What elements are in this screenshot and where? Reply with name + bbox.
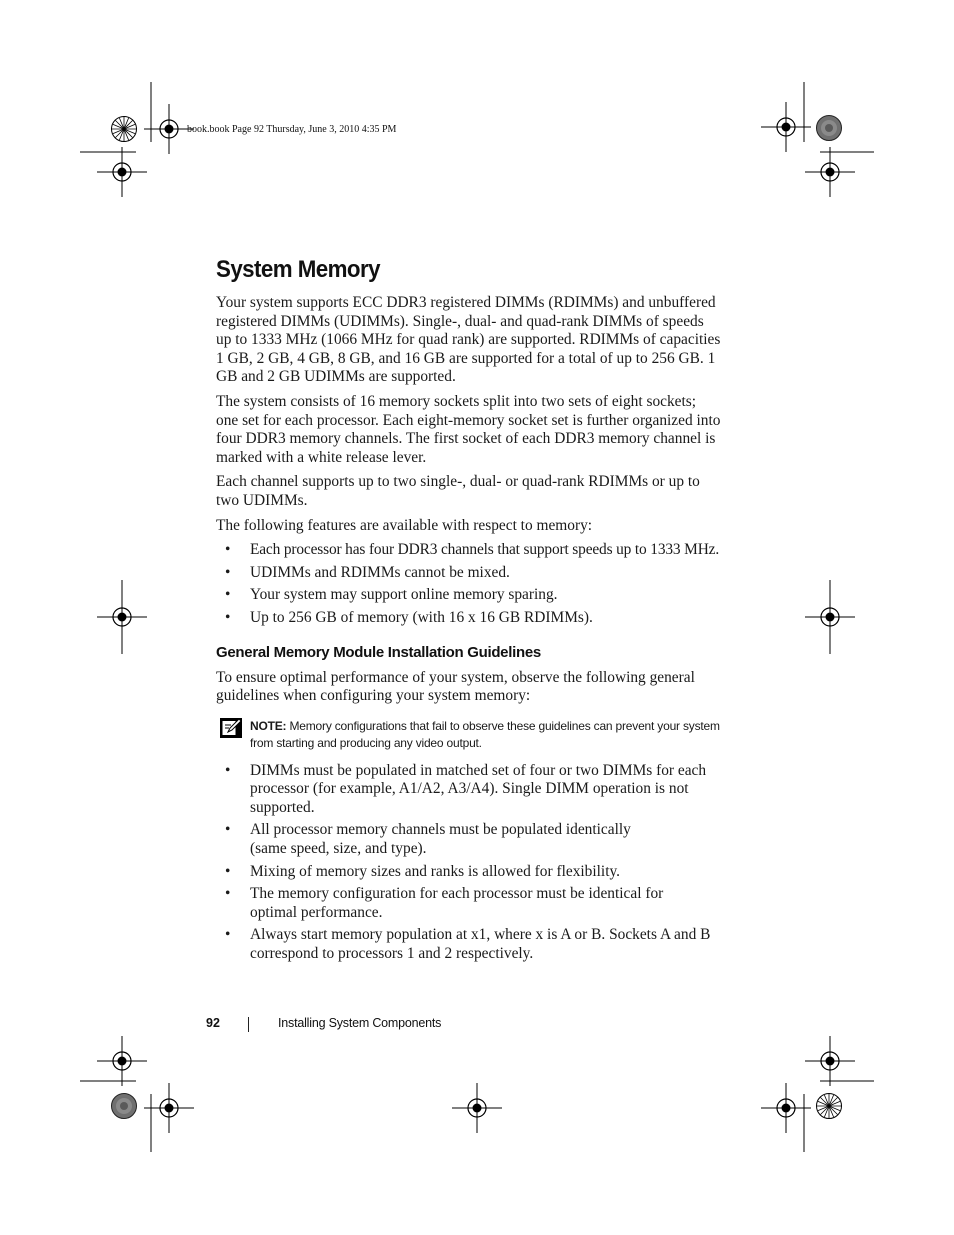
page-content <box>216 256 722 970</box>
list-item: • Mixing of memory sizes and ranks is allowed for flexibility. <box>216 863 722 882</box>
page-title: System Memory <box>216 256 380 283</box>
list-item: • Your system may support online memory sparing. <box>216 586 722 605</box>
intro-paragraph: Your system supports ECC DDR3 registered DIMMs (RDIMMs) and unbuffered registered DIMMs (UDIMMs). Single-, dual- and quad-rank DIMMs of speeds up to 1333 MHz (1066 MHz for quad rank) are supported. RDIMMs of capacities 1 GB, 2 GB, 4 GB, 8 GB, and 16 GB are supported for a total of up to 256 GB. 1 GB and 2 GB UDIMMs are supported. <box>216 294 721 386</box>
list-item: • Each processor has four DDR3 channels that support speeds up to 1333 MHz. <box>216 541 722 560</box>
list-item: • UDIMMs and RDIMMs cannot be mixed. <box>216 564 722 583</box>
print-slug-line: book.book Page 92 Thursday, June 3, 2010 4:35 PM <box>187 124 397 135</box>
feature-list <box>216 541 722 627</box>
list-item: • All processor memory channels must be populated identically (same speed, size, and type). <box>216 821 722 858</box>
list-item: • Always start memory population at x1, where x is A or B. Sockets A and B correspond to processors 1 and 2 respectively. <box>216 926 722 963</box>
footer-section-title: Installing System Components <box>278 1016 442 1030</box>
footer-divider <box>248 1017 249 1032</box>
list-item: • Up to 256 GB of memory (with 16 x 16 GB RDIMMs). <box>216 609 722 628</box>
note-callout <box>216 718 722 752</box>
note-label: NOTE: <box>250 718 287 733</box>
guidelines-intro: To ensure optimal performance of your system, observe the following general guidelines when configuring your system memory: <box>216 668 695 705</box>
list-item: • The memory configuration for each processor must be identical for optimal performance. <box>216 885 722 922</box>
list-item: • DIMMs must be populated in matched set of four or two DIMMs for each processor (for example, A1/A2, A3/A4). Single DIMM operation is not supported. <box>216 762 722 818</box>
intro-paragraph: The system consists of 16 memory sockets split into two sets of eight sockets; one set for each processor. Each eight-memory socket set is further organized into four DDR3 memory channels. The first socket of each DDR3 memory channel is marked with a white release lever. <box>216 392 721 466</box>
intro-paragraph: Each channel supports up to two single-, dual- or quad-rank RDIMMs or up to two UDIMMs. <box>216 473 700 509</box>
intro-paragraph: The following features are available with respect to memory: <box>216 516 593 534</box>
note-body: Memory configurations that fail to observe these guidelines can prevent your system from starting and producing any video output. <box>250 718 720 750</box>
note-text <box>250 718 722 752</box>
guideline-list <box>216 762 722 964</box>
pencil-note-icon <box>220 718 242 738</box>
section-heading: General Memory Module Installation Guidelines <box>216 643 541 661</box>
page-number: 92 <box>206 1016 220 1030</box>
